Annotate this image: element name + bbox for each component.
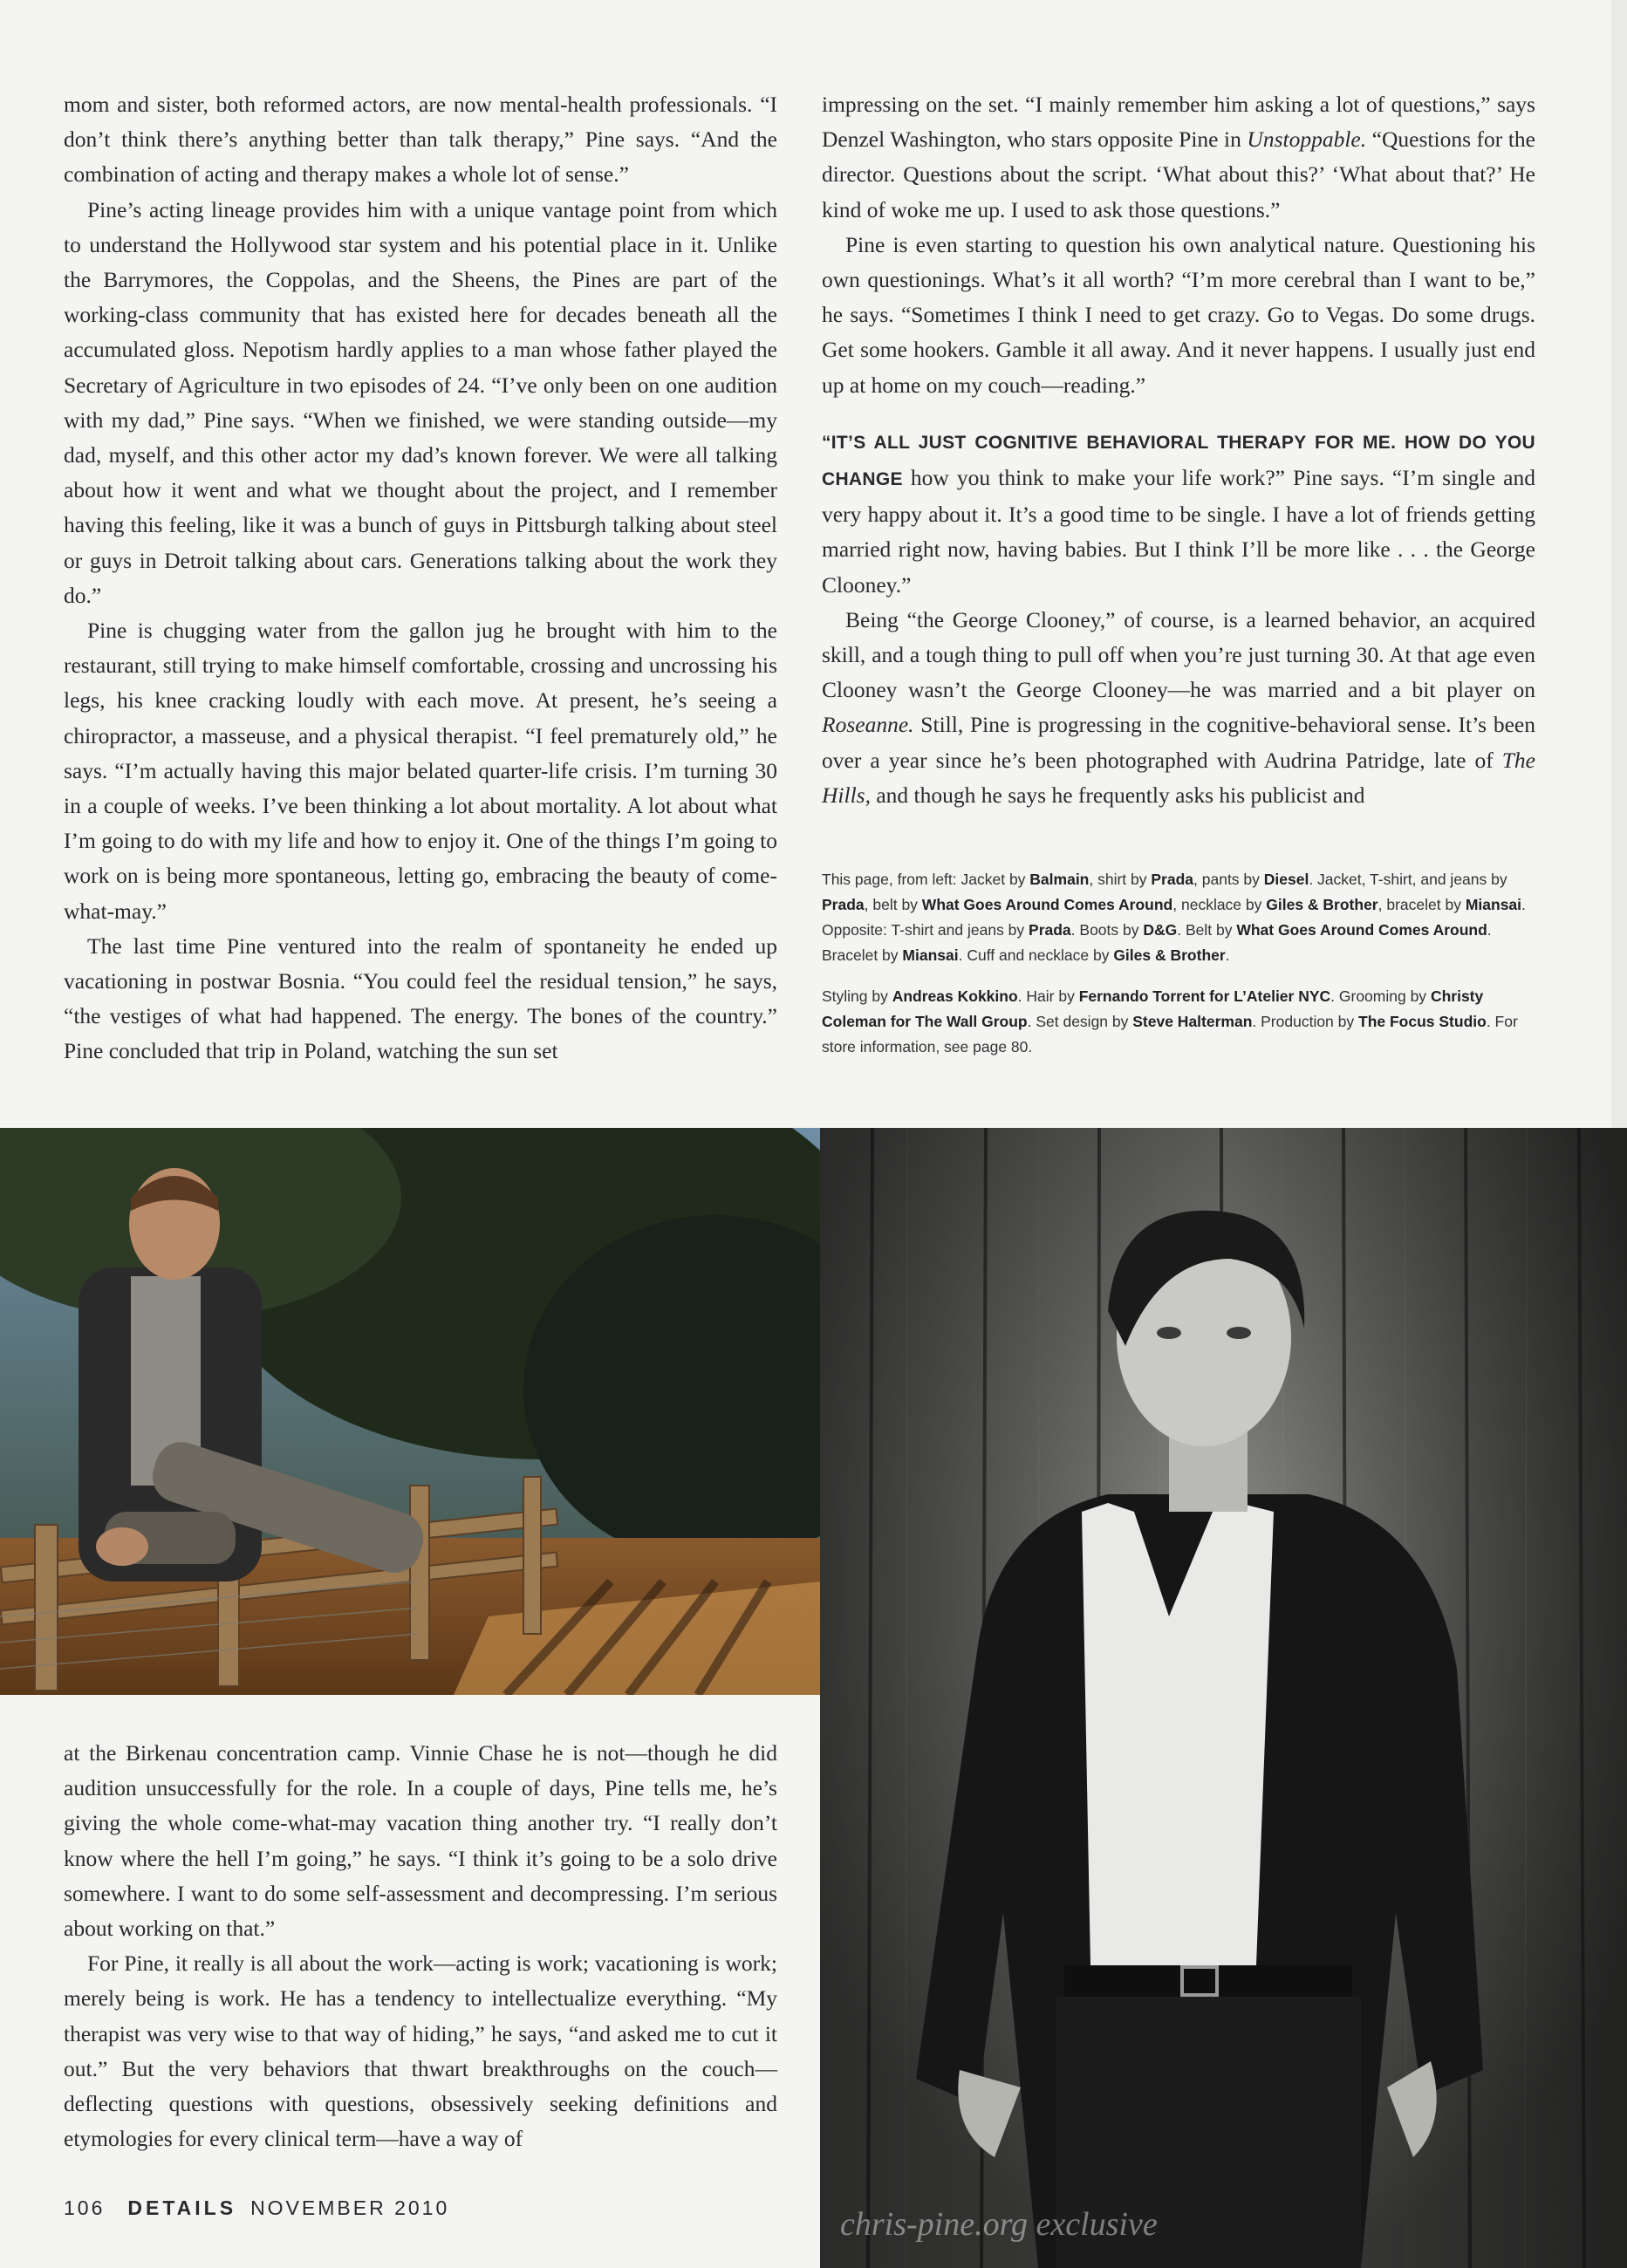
paragraph: at the Birkenau concentration camp. Vinnie Chase he is not—though he did audition unsuccessfully for the role. In a couple of days, Pine tells me, he’s giving the whole come-what-may vacation thing another try. “I really don’t know where the hell I’m going,” he says. “I think it’s going to be a solo drive somewhere. I want to do some self-assessment and decompressing. I’m serious about working on that.” [64,1740,777,1942]
credit-name: What Goes Around Comes Around [1236,921,1487,939]
credit-name: Miansai [902,946,959,964]
credit-name: Miansai [1465,896,1522,913]
show-title: The Hills, [822,747,1535,808]
credit-text: . Opposite: T-shirt and jeans by [822,896,1526,939]
credit-name: Diesel [1263,871,1309,888]
production-credits [822,984,1537,1060]
article-column-left-bottom [64,1736,777,2156]
watermark-text: chris-pine.org exclusive [840,2206,1158,2243]
paragraph: Pine is even starting to question his own analytical nature. Questioning his own questionings. What’s it all worth? “I’m more cerebral than I want to be,” he says. “Sometimes I think I need to get crazy. Go to Vegas. Do some drugs. Get some hookers. Gamble it all away. And it never happens. I usually just end up at home on my couch—reading.” [822,231,1535,398]
credit-text: , pants by [1193,871,1264,888]
credit-name: Giles & Brother [1113,946,1226,964]
paragraph: impressing on the set. “I mainly remember him asking a lot of questions,” says Denzel Washington, who stars opposite Pine in Unstoppable. “Questions for the director. Questions about the script. ‘What about this?’ ‘What about that?’ He kind of woke me up. I used to ask those questions.” [822,92,1535,222]
paragraph: For Pine, it really is all about the work—acting is work; vacationing is work; merely being is work. He has a tendency to intellectualize everything. “My therapist was very wise to that way of hiding,” he says, “and asked me to cut it out.” But the very behaviors that thwart breakthroughs on the couch—deflecting questions with questions, obsessively seeking definitions and etymologies for every clinical term—have a way of [64,1950,777,2152]
article-column-left-top [64,87,777,1069]
credit-name: Prada [822,896,865,913]
credit-text: , necklace by [1172,896,1267,913]
credit-text: . Bracelet by [822,921,1492,964]
credit-name: D&G [1143,921,1178,939]
credit-text: . Production by [1252,1013,1359,1030]
credit-text: , belt by [864,896,922,913]
page-footer [64,2196,449,2220]
film-title: Unstoppable. [1247,126,1367,153]
credit-name: What Goes Around Comes Around [921,896,1173,913]
credit-name: Prada [1151,871,1194,888]
article-column-right-top [822,87,1535,813]
paragraph: Being “the George Clooney,” of course, is a learned behavior, an acquired skill, and a tough thing to pull off when you’re just turning 30. At that age even Clooney wasn’t the George Clooney—he was married and a bit player on Roseanne. Still, Pine is progressing in the cognitive-behavioral sense. It’s been over a year since he’s been photographed with Audrina Patridge, late of The Hills, and though he says he frequently asks his publicist and [822,606,1535,808]
paragraph: Pine’s acting lineage provides him with a unique vantage point from which to understand the Hollywood star system and his potential place in it. Unlike the Barrymores, the Coppolas, and the Sheens, the Pines are part of the working-class community that has existed here for decades beneath all the accumulated gloss. Nepotism hardly applies to a man whose father played the Secretary of Agriculture in two episodes of 24. “I’ve only been on one audition with my dad,” Pine says. “When we finished, we were standing outside—my dad, myself, and this other actor my dad’s known forever. We were all talking about how it went and what we thought about the project, and I remember having this feeling, like it was a bunch of guys in Pittsburgh talking about steel or guys in Detroit talking about cars. Generations talking about the work they do.” [64,196,777,608]
paragraph: mom and sister, both reformed actors, are now mental-health professionals. “I don’t think there’s anything better than talk therapy,” Pine says. “And the combination of acting and therapy makes a whole lot of sense.” [64,92,777,188]
credit-name: Balmain [1029,871,1090,888]
credit-text: , bracelet by [1377,896,1466,913]
credit-text: . For store information, see page 80. [822,1013,1518,1055]
photo-fence-outdoor [0,1128,820,1695]
credit-name: Giles & Brother [1266,896,1378,913]
paragraph: The last time Pine ventured into the realm of spontaneity he ended up vacationing in postwar Bosnia. “You could feel the residual tension,” he says, “the vestiges of what had happened. The energy. The bones of the country.” Pine concluded that trip in Poland, watching the sun set [64,932,777,1064]
credit-text: . Jacket, T-shirt, and jeans by [1309,871,1507,888]
credit-text: This page, from left: Jacket by [822,871,1030,888]
section-lead-paragraph: “IT’S ALL JUST COGNITIVE BEHAVIORAL THERAPY FOR ME. HOW DO YOU CHANGE how you think to make your life work?” Pine says. “I’m single and very happy about it. It’s a good time to be single. I have a lot of friends getting married right now, having babies. But I think I’ll be more like . . . the George Clooney.” [822,432,1535,598]
credit-text: . [1225,946,1230,964]
wardrobe-credits [822,867,1537,968]
photo-portrait-bw [820,1128,1627,2268]
page-edge [1611,0,1627,1128]
credit-name: Andreas Kokkino [892,987,1018,1005]
paragraph: Pine is chugging water from the gallon jug he brought with him to the restaurant, still trying to make himself comfortable, crossing and uncrossing his legs, his knee cracking loudly with each move. At present, he’s seeing a chiropractor, a masseuse, and a physical therapist. “I feel prematurely old,” he says. “I’m actually having this major belated quarter-life crisis. I’m turning 30 in a couple of weeks. I’ve been thinking a lot about mortality. A lot about what I’m going to do with my life and how to enjoy it. One of the things I’m going to work on is being more spontaneous, letting go, embracing the beauty of come-what-may.” [64,618,777,924]
credit-text: Styling by [822,987,892,1005]
credit-name: The Focus Studio [1358,1013,1487,1030]
page-number: 106 [64,2196,106,2219]
credit-text: . Hair by [1017,987,1079,1005]
section-lead-in: “IT’S ALL JUST COGNITIVE BEHAVIORAL THERAPY FOR ME. HOW DO YOU CHANGE [822,432,1535,490]
credit-name: Fernando Torrent for L’Atelier NYC [1078,987,1331,1005]
credit-text: . Cuff and necklace by [958,946,1114,964]
credit-text: . Set design by [1027,1013,1133,1030]
credit-text: . Boots by [1070,921,1144,939]
issue-date: NOVEMBER 2010 [250,2196,450,2219]
show-title: Roseanne. [822,712,914,738]
credit-text: . Grooming by [1330,987,1431,1005]
photo-credits [822,867,1537,1076]
credit-text: , shirt by [1089,871,1152,888]
magazine-name: DETAILS [127,2196,237,2219]
credit-text: . Belt by [1177,921,1237,939]
credit-name: Christy Coleman for The Wall Group [822,987,1484,1030]
credit-name: Steve Halterman [1132,1013,1253,1030]
credit-name: Prada [1029,921,1071,939]
